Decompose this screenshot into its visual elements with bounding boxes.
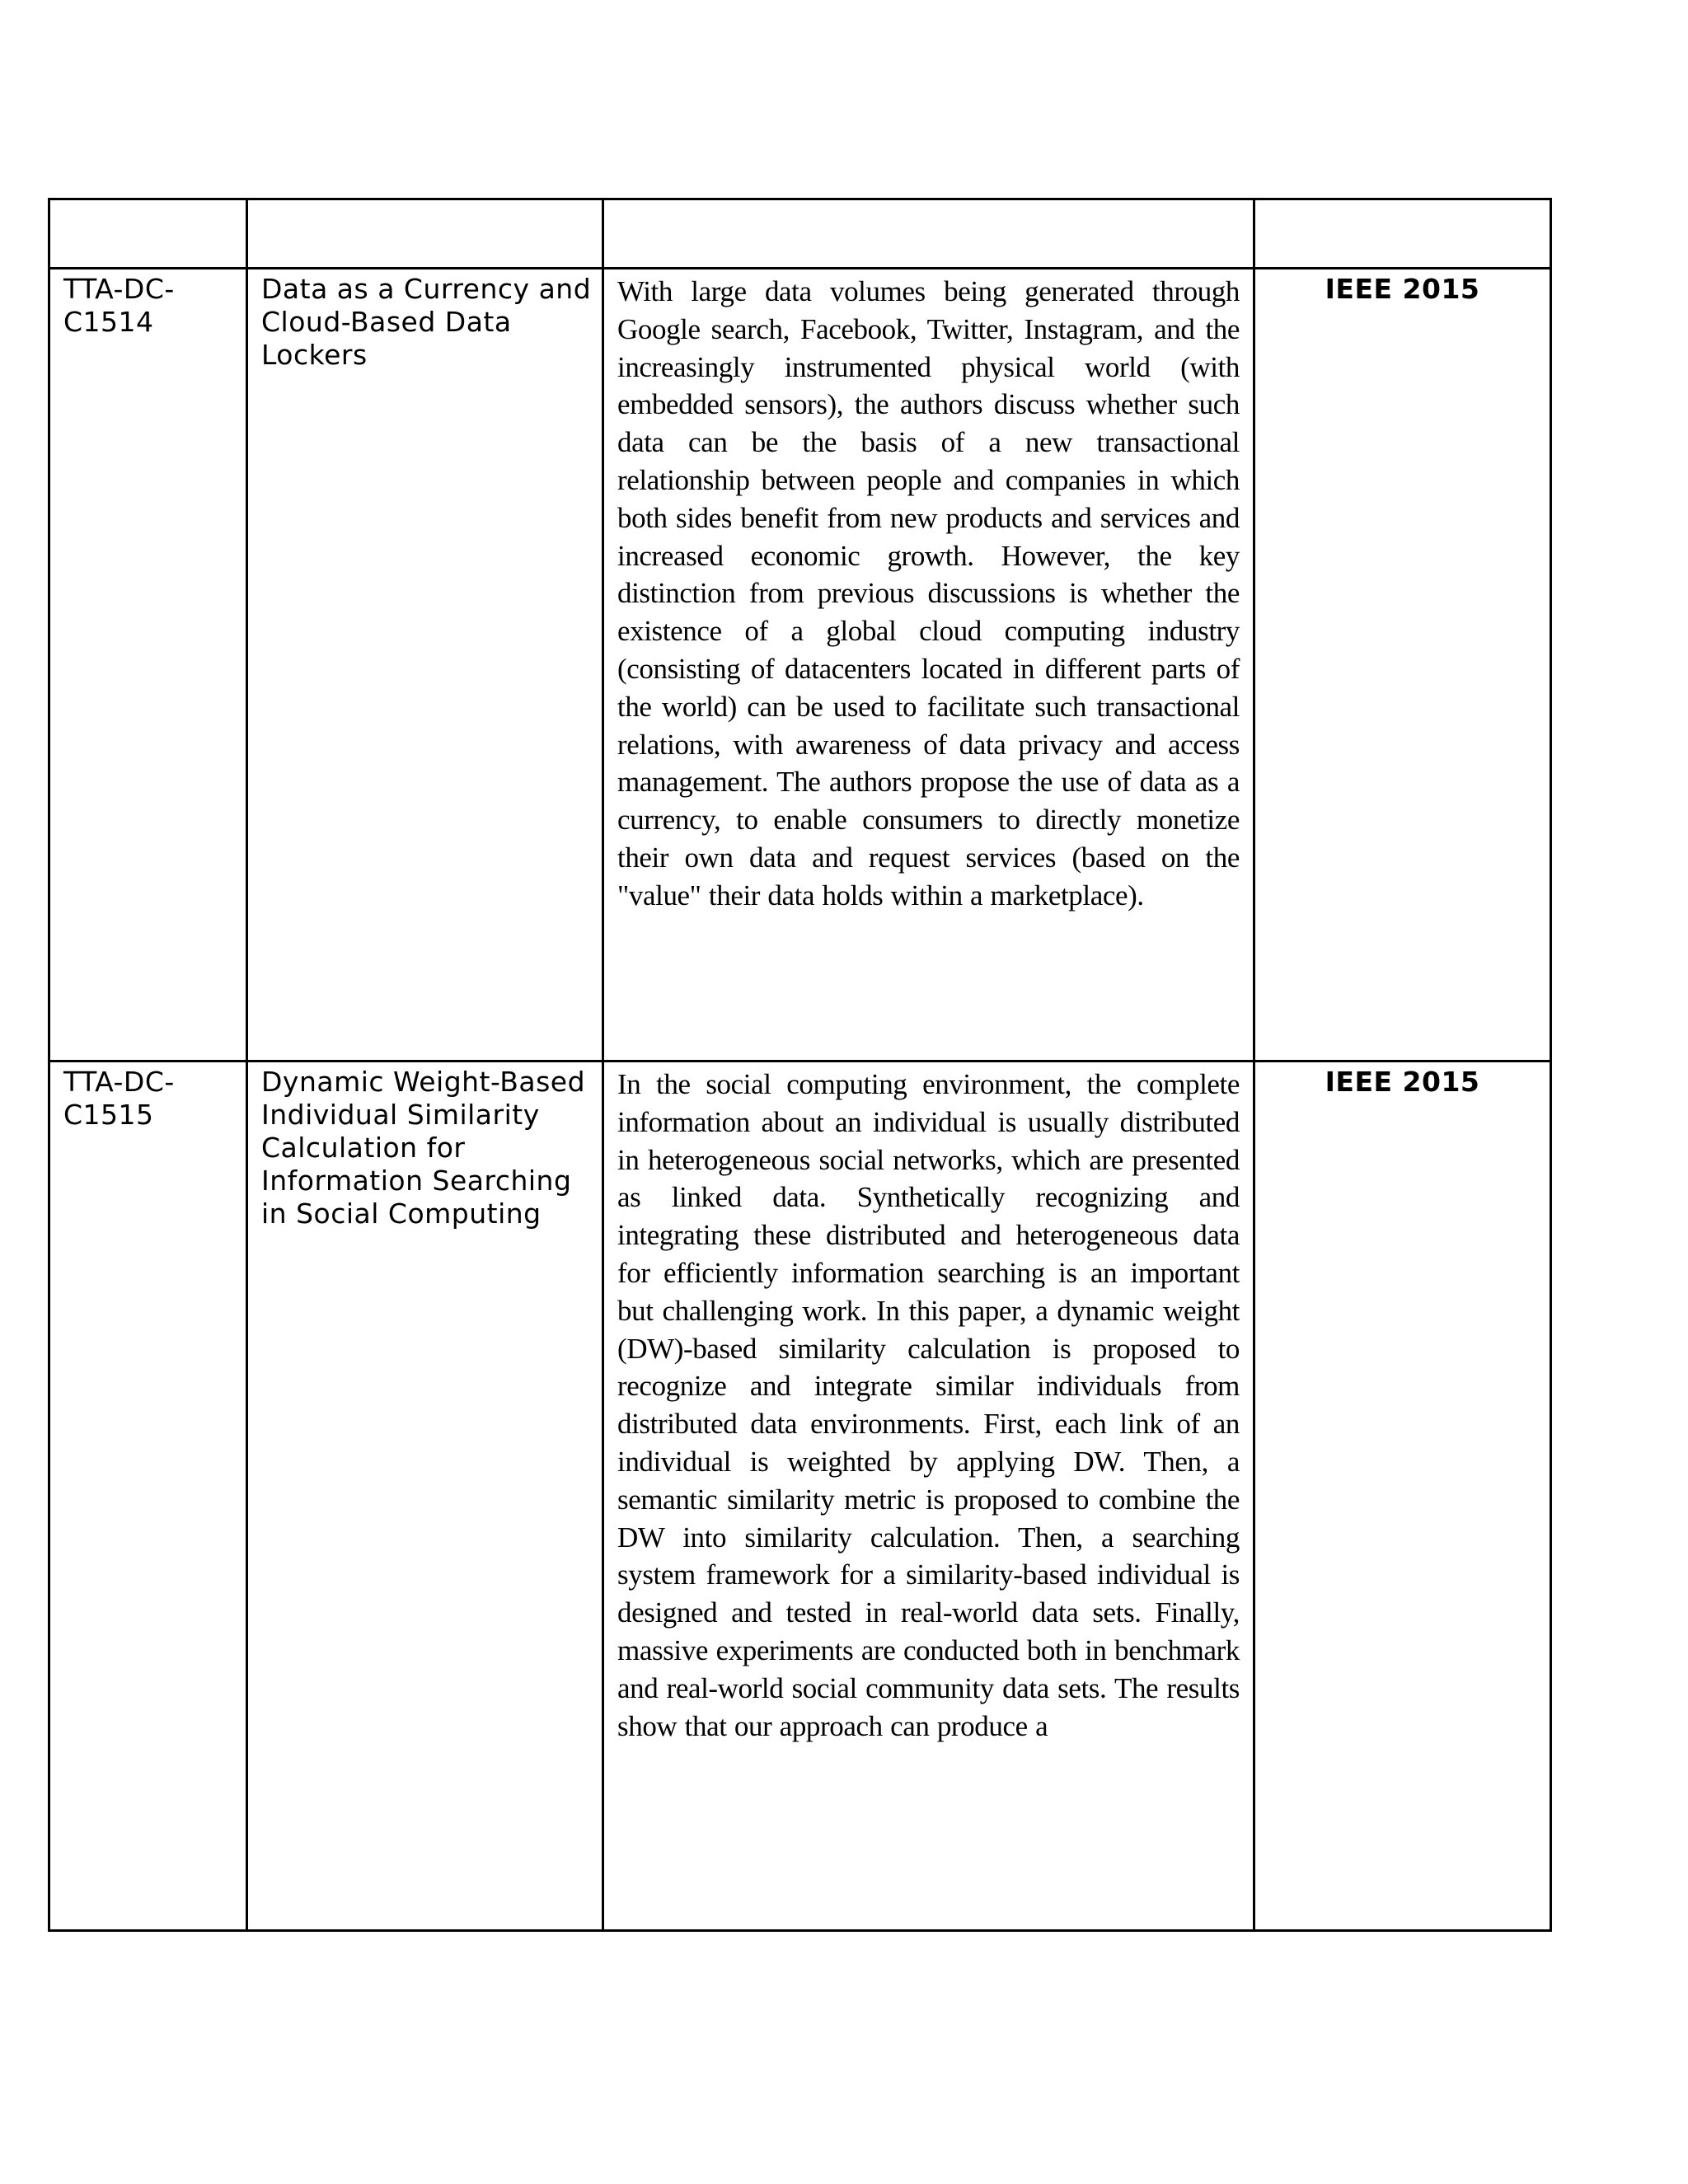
project-id: TTA-DC- C1514	[63, 273, 175, 338]
source-cell	[1254, 269, 1551, 1062]
header-cell	[1254, 199, 1551, 269]
abstract-cell	[603, 1062, 1254, 1931]
table-row	[49, 1062, 1551, 1931]
table-row	[49, 269, 1551, 1062]
project-abstract: With large data volumes being generated through Google search, Facebook, Twitter, Instagram, and the increasingly instrumented physical world (with embedded sensors), the authors discuss whether such data can be the basis of a new transactional relationship between people and companies in which both sides benefit from new products and services and increased economic growth. However, the key distinction from previous discussions is whether the existence of a global cloud computing industry (consisting of datacenters located in different parts of the world) can be used to facilitate such transactional relations, with awareness of data privacy and access management. The authors propose the use of data as a currency, to enable consumers to directly monetize their own data and request services (based on the "value" their data holds within a marketplace).	[617, 275, 1240, 912]
project-source: IEEE 2015	[1325, 1066, 1480, 1098]
id-cell	[49, 269, 247, 1062]
project-abstract: In the social computing environment, the complete information about an individual is usually distributed in heterogeneous social networks, which are presented as linked data. Synthetically recognizing and integrating these distributed and heterogeneous data for efficiently information searching is an important but challenging work. In this paper, a dynamic weight (DW)-based similarity calculation is proposed to recognize and integrate similar individuals from distributed data environments. First, each link of an individual is weighted by applying DW. Then, a semantic similarity metric is proposed to combine the DW into similarity calculation. Then, a searching system framework for a similarity-based individual is designed and tested in real-world data sets. Finally, massive experiments are conducted both in benchmark and real-world social community data sets. The results show that our approach can produce a	[617, 1068, 1240, 1742]
project-source: IEEE 2015	[1325, 273, 1480, 305]
header-cell	[49, 199, 247, 269]
table-header-row	[49, 199, 1551, 269]
abstract-cell	[603, 269, 1254, 1062]
id-cell	[49, 1062, 247, 1931]
project-table	[48, 198, 1552, 1932]
project-id: TTA-DC- C1515	[63, 1066, 175, 1131]
project-title: Dynamic Weight-Based Individual Similarity Calculation for Information Searching in Social Computing	[261, 1066, 586, 1230]
header-cell	[247, 199, 603, 269]
project-title: Data as a Currency and Cloud-Based Data Lockers	[261, 273, 592, 371]
title-cell	[247, 1062, 603, 1931]
source-cell	[1254, 1062, 1551, 1931]
title-cell	[247, 269, 603, 1062]
header-cell	[603, 199, 1254, 269]
